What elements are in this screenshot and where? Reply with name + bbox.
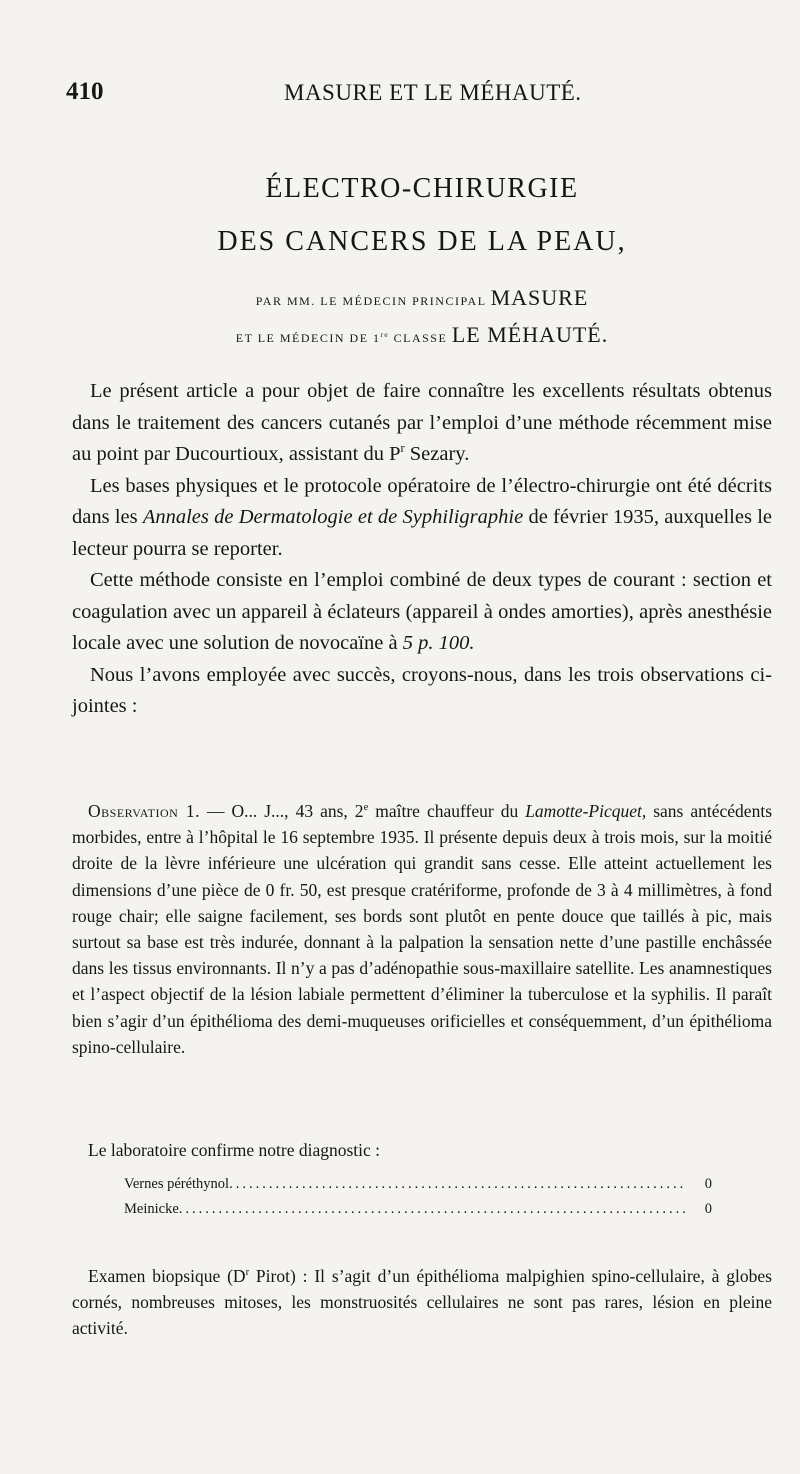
- byline-line1: [64, 285, 780, 311]
- article-body: [72, 376, 772, 723]
- paragraph-method: Cette méthode consiste en l’emploi combiné de deux types de courant : section et coagulation avec un appareil à éclateurs (appareil à ondes amorties), après anesthésie locale avec une solution de novocaïne à 5 p. 100.: [72, 569, 772, 654]
- paragraph-intro: Le présent article a pour objet de faire connaître les excellents résultats obtenus dans le traitement des cancers cutanés par l’emploi d’une méthode récemment mise au point par Ducourtioux, assistant du $P^r$ Sezary.: [72, 380, 772, 465]
- ship-name: Lamotte-Picquet,: [525, 801, 647, 821]
- author-masure: MASURE: [490, 285, 589, 310]
- lab-test-name: Vernes péréthynol: [124, 1176, 230, 1192]
- lab-test-name: Meinicke: [124, 1201, 179, 1217]
- book-page: [64, 0, 780, 1474]
- journal-title: Annales de Dermatologie et de Syphiligraphie: [142, 506, 524, 528]
- class-number: 1: [373, 331, 381, 345]
- biopsy-text: Examen biopsique ($D^r$ Pirot) : Il s’agit d’un épithélioma malpighien spino-cellulaire, à globes cornés, nombreuses mitoses, les monstruosités cellulaires ne sont pas rares, lésion en pleine activité.: [72, 1266, 772, 1338]
- lab-test-row: [124, 1201, 712, 1218]
- running-title: MASURE ET LE MÉHAUTÉ.: [284, 80, 582, 105]
- dot-leader: [179, 1201, 687, 1218]
- class-sup: re: [380, 331, 390, 339]
- article-title-line1: ÉLECTRO-CHIRURGIE: [265, 173, 579, 204]
- paragraph-bases: Les bases physiques et le protocole opératoire de l’électro-chirurgie ont été décrits dans les Annales de Dermatologie et de Syphiligraphie de février 1935, auxquelles le lecteur pourra se reporter.: [72, 474, 772, 560]
- byline-prefix: PAR MM. LE MÉDECIN PRINCIPAL: [255, 294, 487, 308]
- class-label: CLASSE: [393, 331, 448, 345]
- byline-line2: [64, 322, 780, 348]
- observation-text: Observation 1. — O... J..., 43 ans, 2e maître chauffeur du Lamotte-Picquet, sans antécédents morbides, entre à l’hôpital le 16 septembre 1935. Il présente depuis deux à trois mois, sur la moitié droite de la lèvre inférieure une ulcération qui grandit sans cesse. Elle atteint actuellement les dimensions d’une pièce de 0 fr. 50, est presque cratériforme, profonde de 3 à 4 millimètres, à fond rouge chair; elle saigne facilement, ses bords sont plutôt en pente douce que taillés à pic, mais surtout sa base est très indurée, donnant à la palpation la sensation nette d’une pastille enchâssée dans les tissus environnants. Il n’y a pas d’adénopathie sous-maxillaire satellite. Les anamnestiques et l’aspect objectif de la lésion labiale permettent d’éliminer la tuberculose et la syphilis. Il paraît bien s’agir d’un épithélioma des demi-muqueuses orificielles et conséquemment, d’un épithélioma spino-cellulaire.: [72, 801, 773, 1057]
- dot-leader: [229, 1176, 687, 1193]
- lab-intro: Le laboratoire confirme notre diagnostic :: [88, 1140, 381, 1160]
- byline-prefix-2: ET LE MÉDECIN DE: [235, 331, 369, 345]
- author-le-mehaute: LE MÉHAUTÉ.: [451, 322, 609, 347]
- running-header: [64, 78, 780, 112]
- article-title-line2: DES CANCERS DE LA PEAU,: [217, 226, 627, 257]
- lab-test-value: 0: [704, 1176, 712, 1192]
- lab-test-row: [124, 1176, 712, 1193]
- observation-1: [72, 798, 772, 1060]
- lab-test-value: 0: [704, 1201, 712, 1217]
- paragraph-observations: Nous l’avons employée avec succès, croyons-nous, dans les trois observations ci-jointes :: [72, 663, 772, 717]
- observation-label: Observation 1.: [88, 801, 200, 821]
- biopsy-exam: [72, 1263, 772, 1341]
- page-number: 410: [66, 78, 104, 105]
